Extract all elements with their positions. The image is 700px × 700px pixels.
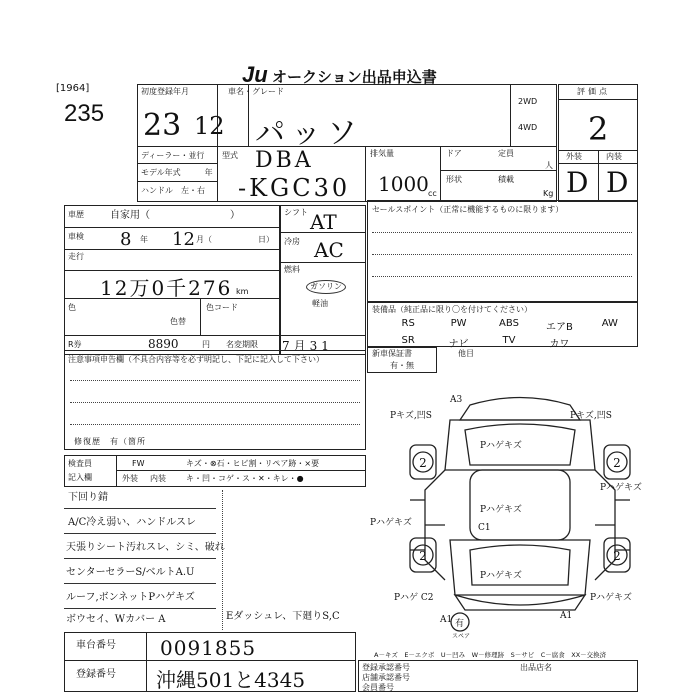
- equipment-item: ナビ: [448, 339, 469, 350]
- displacement-unit: cc: [428, 189, 437, 198]
- inspection-label: 車検: [68, 232, 84, 241]
- history-value: 自家用（ ）: [110, 210, 240, 221]
- name-change-label: 名変期限: [226, 340, 258, 349]
- sales-point-label: セールスポイント（正常に機能するものに限ります）: [372, 205, 564, 214]
- inspection-month: 12: [172, 229, 195, 250]
- legend-marks: キ・凹・コゲ・ス・✕・キレ・●: [186, 474, 304, 483]
- equipment-item: AW: [601, 318, 618, 329]
- load-unit: Kg: [543, 189, 554, 198]
- note-line-3: 天張りシート汚れスレ、シミ、破れ: [66, 542, 225, 553]
- door-label: ドア: [446, 149, 462, 158]
- model-year-label: モデル年式 年: [141, 168, 213, 177]
- legend-interior: 内装: [150, 474, 166, 483]
- chassis-label: 車台番号: [76, 640, 116, 651]
- fuel-diesel: 軽油: [312, 299, 328, 308]
- name-change-value: 7月31: [282, 339, 333, 353]
- drive-4wd: 4WD: [518, 123, 538, 132]
- fw-label: FW: [132, 459, 145, 468]
- damage-note: Pハゲキズ: [370, 518, 412, 528]
- ju-logo: Ju: [242, 62, 268, 87]
- warranty-label: 新車保証書: [372, 349, 412, 358]
- first-reg-label: 初度登録年月: [141, 87, 189, 96]
- note-line-5: ルーフ,ボンネットPハゲキズ: [66, 592, 195, 603]
- notes-title: 注意事項申告欄（不具合内容等を必ず明記し、下記に記入して下さい）: [68, 355, 324, 364]
- stamp-label-1: 登録承認番号: [362, 663, 410, 672]
- spare-label: スペア: [452, 633, 471, 640]
- notes-box: [64, 350, 366, 450]
- color-label: 色: [68, 303, 76, 312]
- tyre-front-right: 2: [613, 456, 621, 470]
- car-name: パッソ: [255, 116, 363, 151]
- inspector-label: 検査員: [68, 459, 92, 468]
- model-type-label: 型式: [222, 151, 238, 160]
- capacity-unit: 人: [545, 161, 553, 170]
- ref-number: [1964]: [56, 83, 90, 94]
- evaluation-score: 2: [588, 110, 609, 148]
- equipment-item: カワ: [549, 339, 570, 350]
- note-line-1: 下回り錆: [68, 492, 108, 503]
- inspection-month-unit: 月（: [196, 235, 212, 244]
- note-line-6: ボウセイ、Wカバー A: [66, 614, 166, 625]
- exterior-label: 外装: [566, 152, 582, 161]
- legend-line: A－キズ E－エクボ U－凹み W－修理跡 S－サビ C－腐食 XX－交換済: [374, 651, 607, 659]
- car-diagram: [370, 390, 660, 640]
- stamp-label-2: 店舗承認番号: [362, 673, 410, 682]
- capacity-label: 定員: [498, 149, 514, 158]
- exterior-grade: D: [566, 166, 589, 199]
- repair-history-label: 修復歴 有（箇所: [74, 437, 146, 446]
- color-code-label: 色コード: [206, 303, 238, 312]
- mileage-label: 走行: [68, 252, 84, 261]
- load-label: 積載: [498, 175, 514, 184]
- equipment-item: SR: [401, 335, 415, 346]
- equipment-item: RS: [401, 318, 415, 329]
- equipment-item: [585, 335, 635, 350]
- plate-label: 登録番号: [76, 669, 116, 680]
- tyre-rear-right: 2: [613, 549, 621, 563]
- damage-note: A3: [450, 395, 463, 405]
- note-line-2: A/C冷え弱い、ハンドルスレ: [68, 517, 196, 528]
- handle-label: ハンドル 左・右: [141, 186, 205, 195]
- damage-note: C1: [478, 523, 491, 533]
- aircon-label: 冷房: [284, 237, 300, 246]
- inspection-year: 8: [120, 229, 132, 250]
- lot-number: 235: [64, 100, 105, 127]
- damage-note: Pキズ,凹S: [570, 411, 612, 421]
- recycle-unit: 円: [202, 340, 210, 349]
- damage-note: Pキズ,凹S: [390, 411, 432, 421]
- damage-note: 有: [455, 619, 465, 629]
- equipment-item: エアB: [545, 322, 573, 333]
- color-change-label: 色替: [170, 317, 186, 326]
- first-reg-year: 23: [143, 108, 182, 143]
- dealer-label: ディーラー・並行: [141, 151, 205, 160]
- damage-note: Pハゲキズ: [480, 505, 522, 515]
- note-line-4: センターセラーS/ベルトA.U: [66, 567, 195, 578]
- model-type-1: DBA: [255, 148, 314, 173]
- equipment-item: PW: [450, 318, 467, 329]
- displacement-label: 排気量: [370, 149, 394, 158]
- equipment-item: TV: [502, 335, 516, 346]
- displacement-value: 1000: [378, 172, 429, 196]
- sales-point-box: [367, 200, 638, 302]
- damage-note: A1: [440, 615, 453, 625]
- damage-note: Pハゲ C2: [394, 593, 434, 603]
- form-title: オークション出品申込書: [272, 68, 437, 86]
- tyre-rear-left: 2: [419, 549, 427, 563]
- stamp-label-3: 会員番号: [362, 683, 394, 692]
- fuel-label: 燃料: [284, 265, 300, 274]
- damage-note: Pハゲキズ: [590, 593, 632, 603]
- damage-note: Pハゲキズ: [480, 441, 522, 451]
- plate-value: 沖縄501と4345: [156, 668, 306, 692]
- inspection-year-unit: 年: [140, 235, 148, 244]
- damage-note: Pハゲキズ: [600, 483, 642, 493]
- shape-label: 形状: [446, 175, 462, 184]
- chassis-value: 0091855: [160, 636, 257, 660]
- legend-top: キズ・⊗石・ヒビ割・リペア跡・×要: [186, 459, 320, 468]
- tyre-front-left: 2: [419, 456, 427, 470]
- fuel-gasoline: ガソリン: [306, 280, 346, 294]
- equipment-label: 装備品（純正品に限り〇を付けてください）: [372, 305, 532, 314]
- extra-note: Eダッシュレ、下廻りS,C: [226, 611, 340, 622]
- evaluation-label: 評価点: [577, 87, 610, 96]
- notes-entry-label: 記入欄: [68, 473, 92, 482]
- warranty-other-label: 他目: [458, 349, 474, 358]
- interior-label: 内装: [606, 152, 622, 161]
- aircon-value: AC: [314, 238, 344, 262]
- equipment-item: ABS: [499, 318, 519, 329]
- equipment-grid: [383, 318, 635, 350]
- recycle-label: R券: [68, 340, 82, 349]
- mileage-unit: km: [236, 287, 249, 296]
- interior-grade: D: [606, 166, 629, 199]
- mileage-value: 12万0千276: [100, 276, 233, 300]
- recycle-value: 8890: [148, 337, 179, 351]
- damage-note: A1: [560, 611, 573, 621]
- dealer-name-label: 出品店名: [520, 663, 552, 672]
- model-type-2: -KGC30: [238, 174, 351, 202]
- legend-exterior: 外装: [122, 474, 138, 483]
- first-reg-month: 12: [194, 112, 225, 140]
- warranty-value: 有・無: [390, 361, 414, 370]
- shift-label: シフト: [284, 208, 308, 217]
- car-name-label: 車名・グレード: [228, 87, 284, 96]
- damage-note: Pハゲキズ: [480, 571, 522, 581]
- drive-2wd: 2WD: [518, 97, 538, 106]
- history-label: 車歴: [68, 210, 84, 219]
- shift-value: AT: [310, 210, 337, 234]
- inspection-day-unit: 日）: [258, 235, 274, 244]
